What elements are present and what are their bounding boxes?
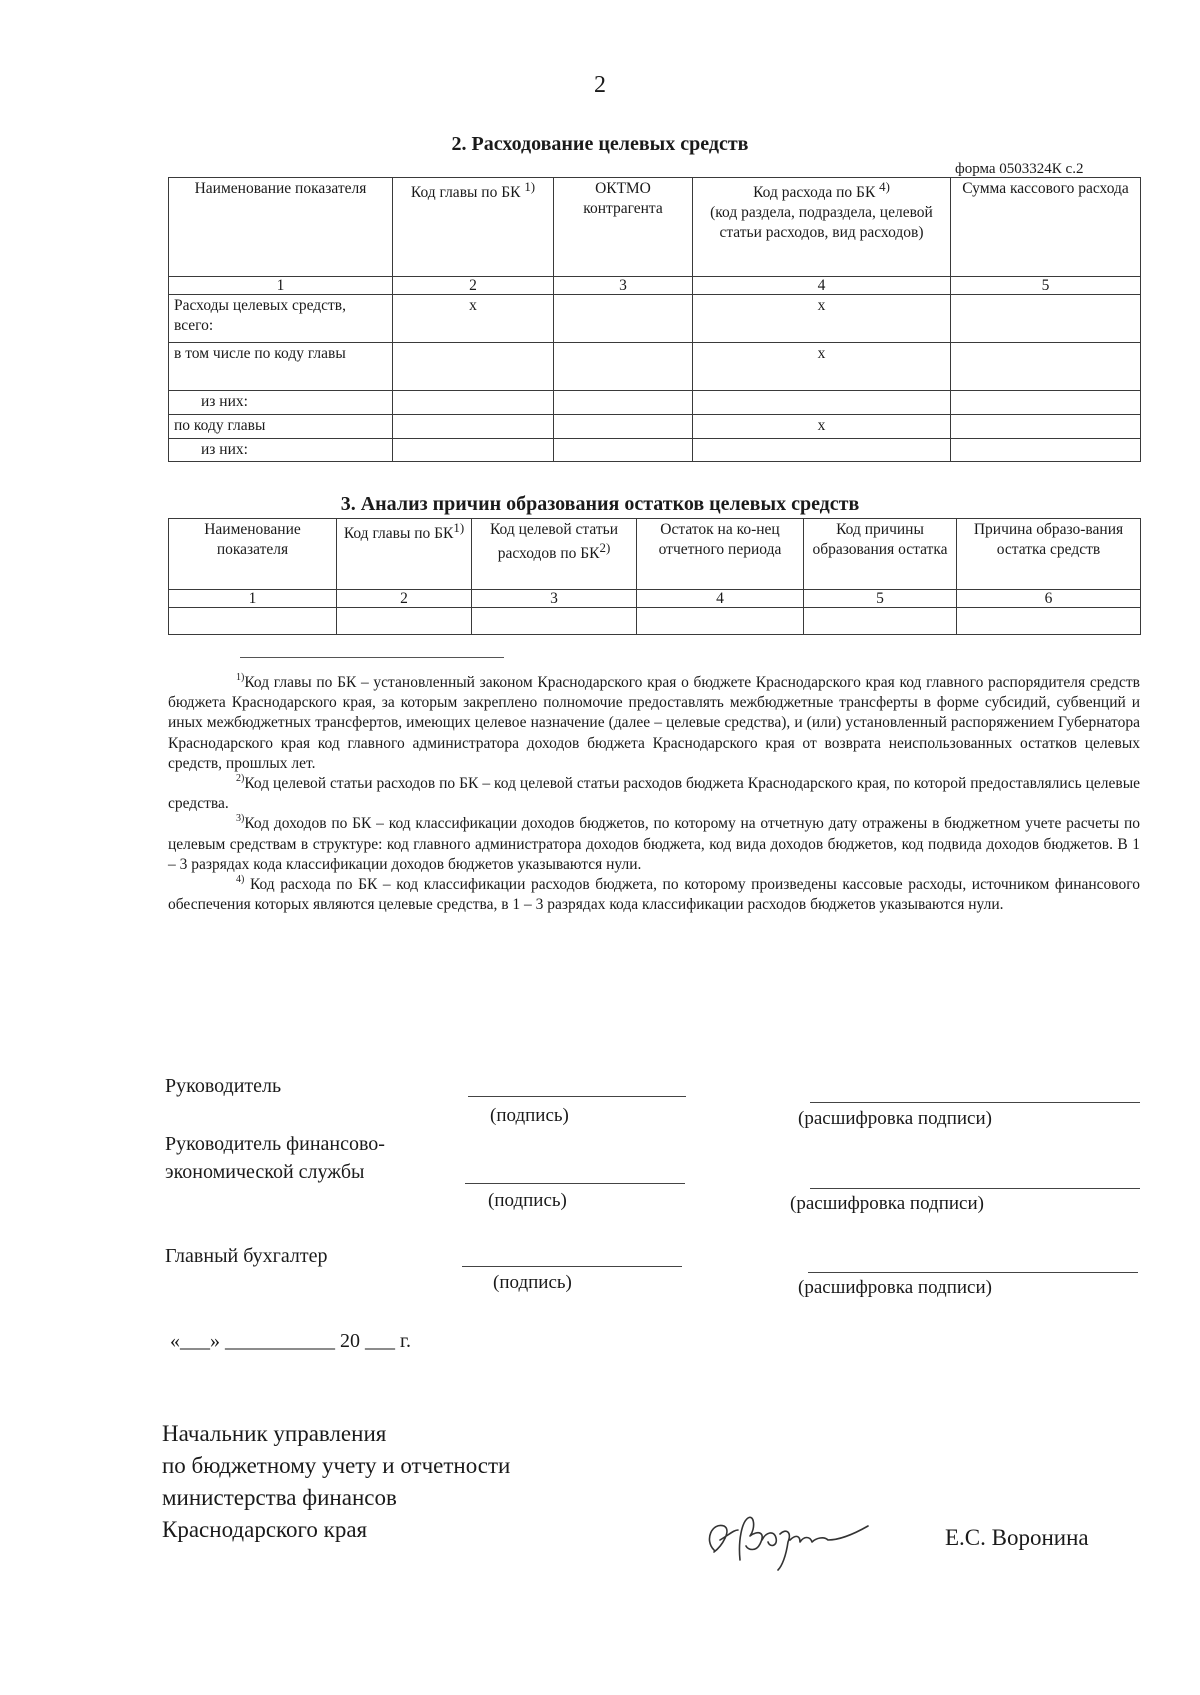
balance-analysis-table — [168, 518, 1141, 635]
decode-caption: (расшифровка подписи) — [798, 1277, 992, 1298]
form-code: форма 0503324К с.2 — [955, 161, 1084, 177]
footnote-4: $^{4)}$ Код расхода по БК – код классификации расходов бюджета, по которому произведены кассовые расходы, источником финансового обеспечения которых являются целевые средства, в 1 – 3 разрядах кода классификации расходов бюджетов указываются нули. — [168, 874, 1140, 914]
decode-caption: (расшифровка подписи) — [790, 1193, 984, 1214]
header-cell: ОКТМО контрагента — [554, 178, 693, 277]
handwritten-signature — [700, 1500, 880, 1580]
header-cell: Остаток на ко-нец отчетного периода — [637, 519, 804, 590]
table-row — [169, 608, 1141, 635]
date-line: «___» ___________ 20 ___ г. — [170, 1330, 411, 1352]
signature-role-accountant: Главный бухгалтер — [165, 1245, 328, 1267]
signature-line — [465, 1183, 685, 1184]
table-row: из них: — [169, 439, 1141, 462]
decode-line — [810, 1188, 1140, 1189]
footnote-3: $^{3)}$Код доходов по БК – код классификации доходов бюджетов, по которому на отчетную дату отражены в бюджетном учете расчеты по целевым средствам в структуре: код главного администратора доходов бюджета, код вида доходов бюджетов, код подвида доходов бюджетов. В 1 – 3 разрядах кода классификации доходов бюджетов указываются нули. — [168, 813, 1140, 873]
footnote-2: $^{2)}$Код целевой статьи расходов по БК – код целевой статьи расходов бюджета Краснодарского края, по которой предоставлялись целевые средства. — [168, 773, 1140, 813]
signature-line — [468, 1096, 686, 1097]
footnotes — [168, 673, 1140, 915]
section-3-title: 3. Анализ причин образования остатков целевых средств — [340, 493, 860, 515]
table-row: в том числе по коду главы x — [169, 343, 1141, 391]
official-position: Начальник управления по бюджетному учету и отчетности министерства финансов Краснодарского края — [162, 1421, 511, 1542]
footnote-divider — [240, 657, 504, 658]
expenditure-table — [168, 177, 1141, 462]
footnote-1: $^{1)}$Код главы по БК – установленный законом Краснодарского края о бюджете Краснодарского края код главного распорядителя средств бюджета Краснодарского края, за которым закреплено полномочие предоставлять межбюджетные трансферты в форме субсидий, субвенций и иных межбюджетных трансфертов, имеющих целевое назначение (далее – целевые средства), и (или) установленный распоряжением Губернатора Краснодарского края код главного администратора доходов бюджета Краснодарского края от возврата неиспользованных остатков целевых средств, прошлых лет. — [168, 672, 1140, 772]
page-number: 2 — [594, 72, 606, 98]
header-cell: Код главы по БК $^{1)}$ — [393, 178, 554, 277]
table-header-row — [169, 519, 1141, 590]
header-cell: Код причины образования остатка — [804, 519, 957, 590]
header-cell: Код целевой статьи расходов по БК$^{2)}$ — [472, 519, 637, 590]
signature-role-finance: Руководитель финансово- экономической службы — [165, 1133, 385, 1183]
signature-caption: (подпись) — [493, 1272, 572, 1293]
header-cell: Код расхода по БК $^{4)}$ (код раздела, подраздела, целевой статьи расходов, вид расходов) — [693, 178, 951, 277]
table-row: по коду главы x — [169, 415, 1141, 439]
table-row: Расходы целевых средств, всего: x x — [169, 295, 1141, 343]
header-cell: Сумма кассового расхода — [951, 178, 1141, 277]
signature-caption: (подпись) — [488, 1190, 567, 1211]
signature-role-head: Руководитель — [165, 1075, 282, 1097]
signature-line — [462, 1266, 682, 1267]
table-header-row — [169, 178, 1141, 277]
table-row: из них: — [169, 391, 1141, 415]
column-number-row: 1 2 3 4 5 — [169, 277, 1141, 295]
decode-line — [808, 1272, 1138, 1273]
header-cell: Код главы по БК$^{1)}$ — [337, 519, 472, 590]
decode-caption: (расшифровка подписи) — [798, 1108, 992, 1129]
header-cell: Наименование показателя — [169, 519, 337, 590]
official-name: Е.С. Воронина — [945, 1525, 1089, 1550]
section-2-title: 2. Расходование целевых средств — [451, 133, 749, 155]
header-cell: Причина образо-вания остатка средств — [957, 519, 1141, 590]
decode-line — [810, 1102, 1140, 1103]
column-number-row: 1 2 3 4 5 6 — [169, 590, 1141, 608]
signature-caption: (подпись) — [490, 1105, 569, 1126]
header-cell: Наименование показателя — [169, 178, 393, 277]
